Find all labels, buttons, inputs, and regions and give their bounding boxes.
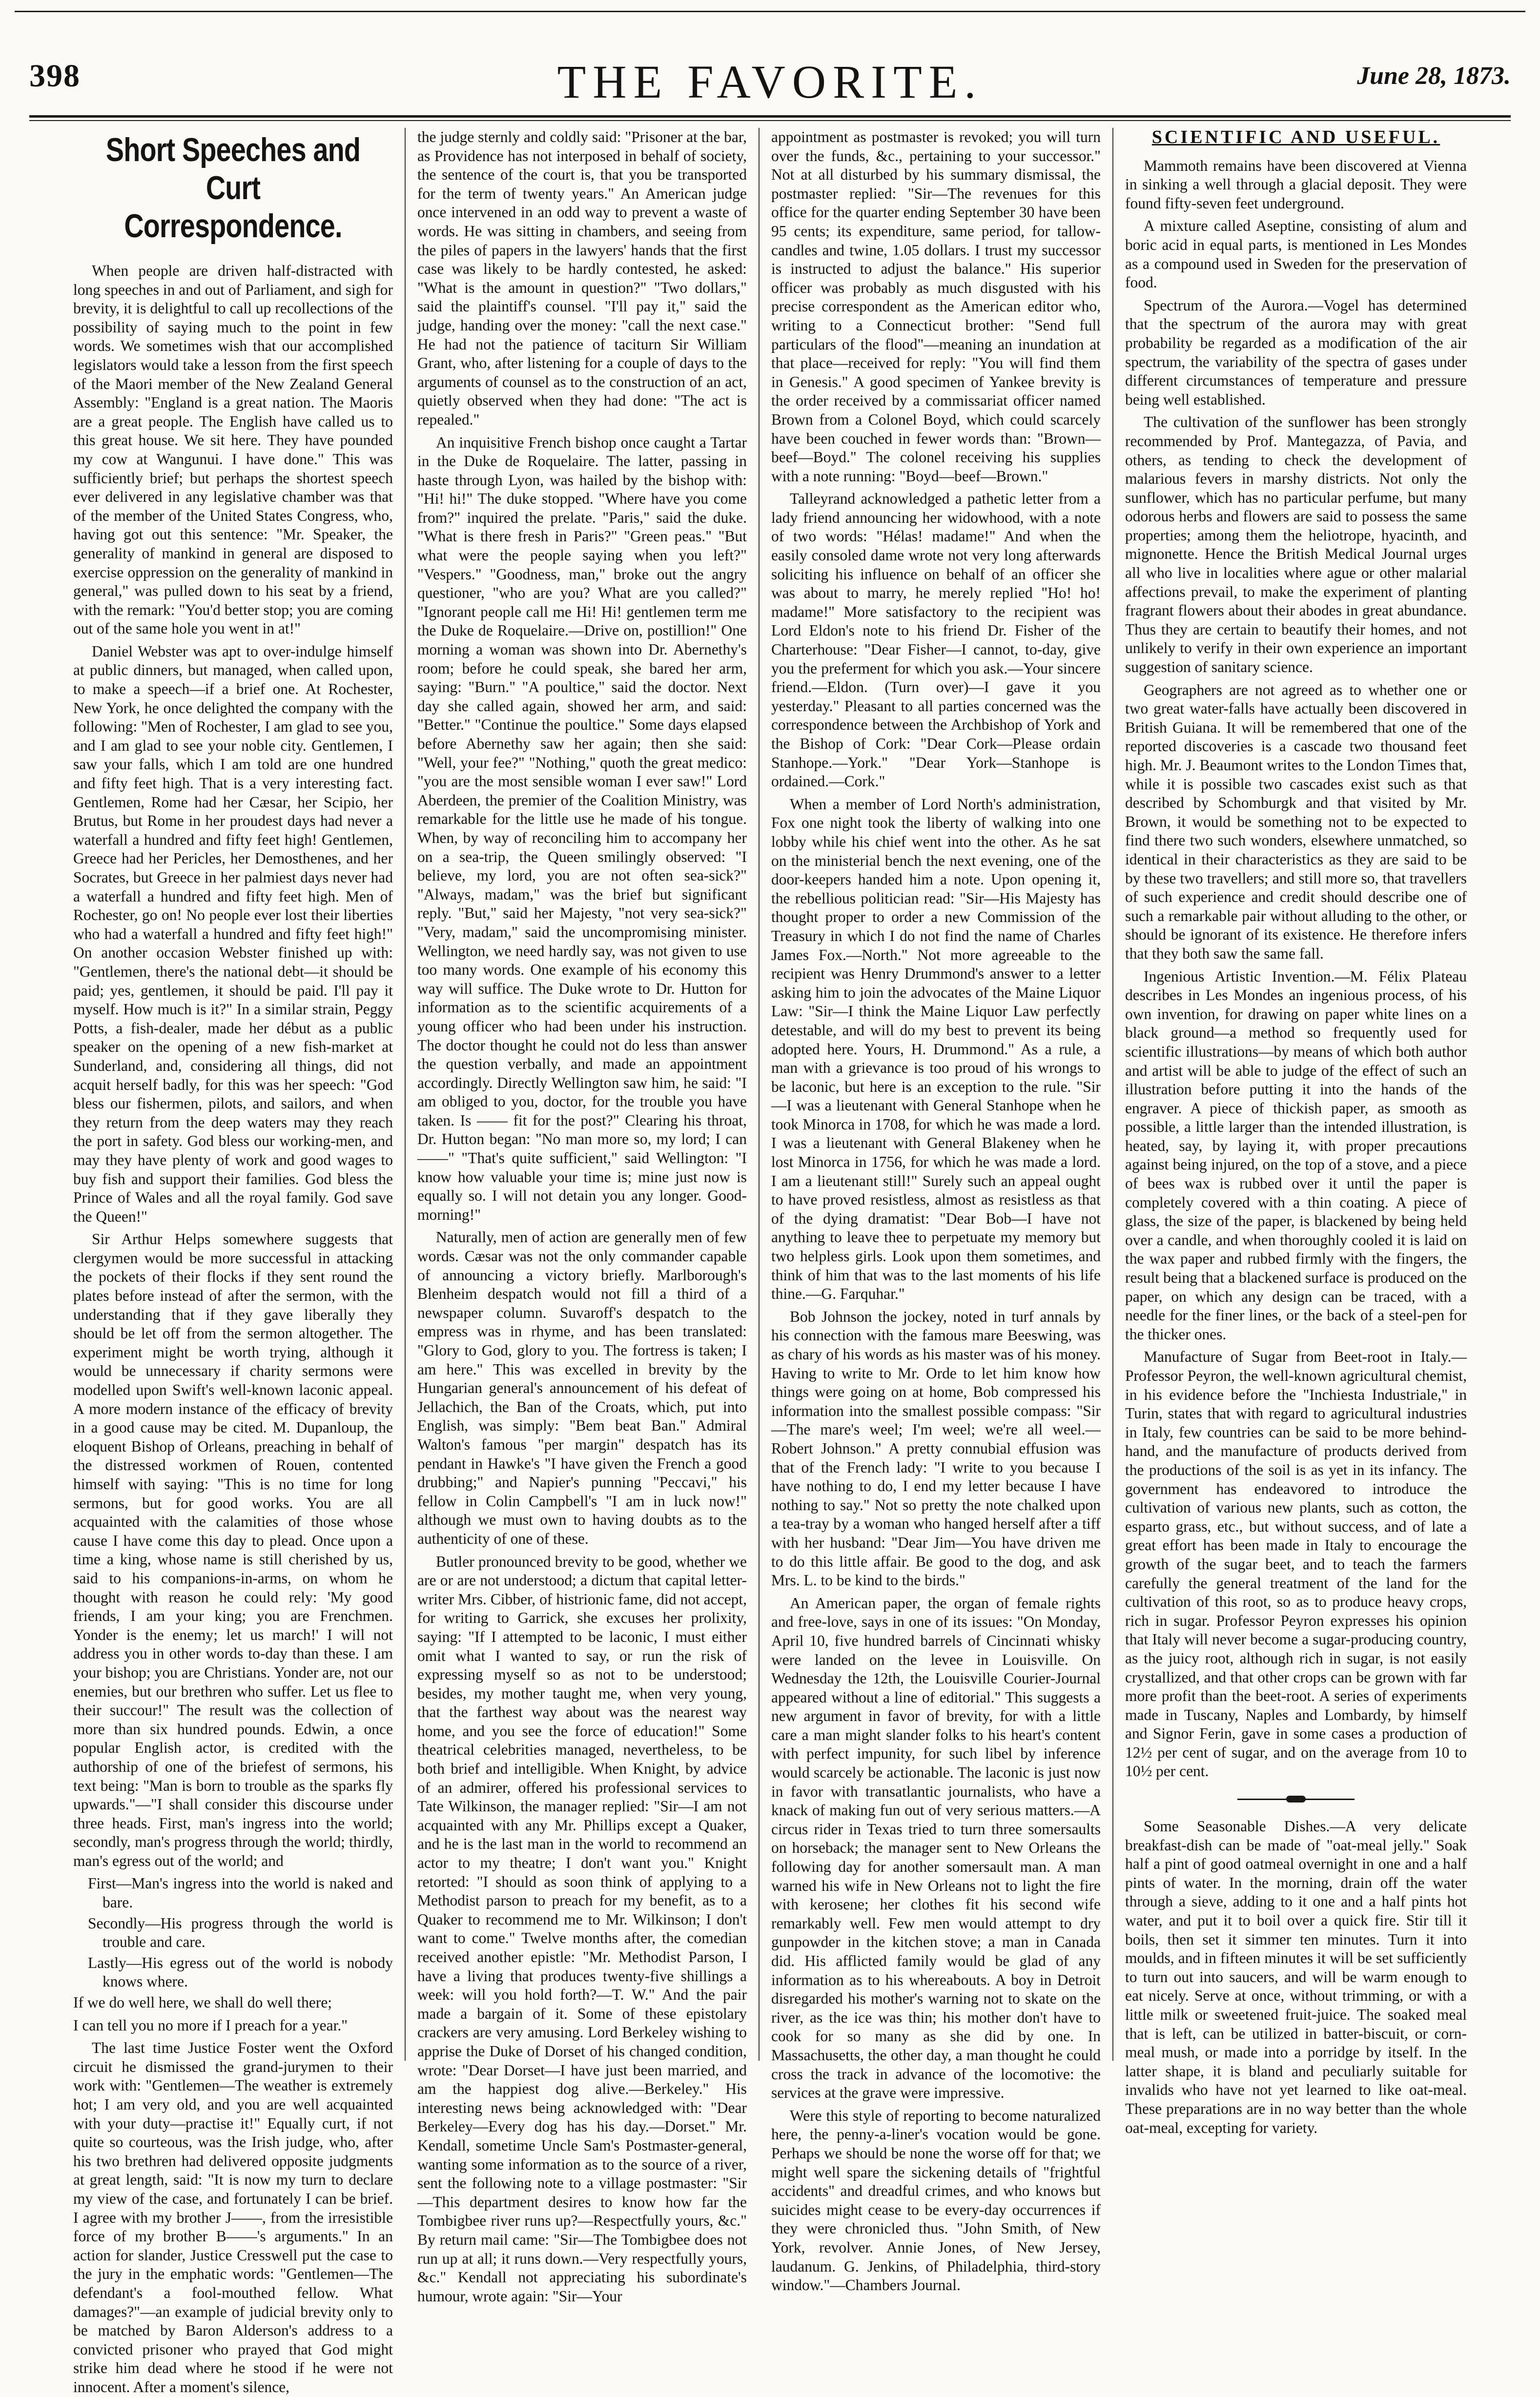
article-paragraph: the judge sternly and coldly said: "Prisoner at the bar, as Providence has not interposed in behalf of society, the sentence of the court is, that you be transported for the term of twenty years." An American judge once intervened in an odd way to prevent a waste of words. He was sitting in chambers, and seeing from the piles of papers in the lawyers' hands that the first case was likely to be hardly contested, he asked: "What is the amount in question?" "Two dollars," said the plaintiff's counsel. "I'll pay it," said the judge, handing over the money: "call the next case." He had not the patience of taciturn Sir William Grant, who, after listening for a couple of days to the arguments of counsel as to the construction of an act, quietly observed when they had done: "The act is repealed."	[417, 128, 747, 428]
article-paragraph: A mixture called Aseptine, consisting of alum and boric acid in equal parts, is mentioned in Les Mondes as a compound used in Sweden for the preservation of food.	[1125, 217, 1467, 291]
article-paragraph: Butler pronounced brevity to be good, whether we are or are not understood; a dictum that capital letter-writer Mrs. Cibber, of histrionic fame, did not accept, for writing to Garrick, she excuses her prolixity, saying: "If I attempted to be laconic, I must either omit what I wanted to say, or run the risk of expressing myself so as not to be understood; besides, my mother taught me, when very young, that the farthest way about was the nearest way home, and you see the force of education!" Some theatrical celebrities managed, nevertheless, to be both brief and intelligible. When Knight, by advice of an admirer, offered his professional services to Tate Wilkinson, the manager replied: "Sir—I am not acquainted with any Mr. Phillips except a Quaker, and he is the last man in the world to recommend an actor to my theatre; I don't want you." Knight retorted: "I should as soon think of applying to a Methodist parson to preach for my benefit, as to a Quaker to recommend me to Mr. Wilkinson; I don't want to come." Twelve months after, the comedian received another epistle: "Mr. Methodist Parson, I have a living that produces twenty-five shillings a week: will you hold forth?—T. W." And the pair made a bargain of it. Some of these epistolary crackers are very amusing. Lord Berkeley wishing to apprise the Duke of Dorset of his changed condition, wrote: "Dear Dorset—I have just been married, and am the happiest dog alive.—Berkeley." His interesting news being acknowledged with: "Dear Berkeley—Every dog has his day.—Dorset." Mr. Kendall, sometime Uncle Sam's Postmaster-general, wanting some information as to the source of a river, sent the following note to a village postmaster: "Sir—This department desires to know how far the Tombigbee river runs up?—Respectfully yours, &c." By return mail came: "Sir—The Tombigbee does not run up at all; it runs down.—Very respectfully yours, &c." Kendall not appreciating his subordinate's humour, wrote again: "Sir—Your	[417, 1553, 747, 2305]
article-paragraph: Some Seasonable Dishes.—A very delicate breakfast-dish can be made of "oat-meal jelly." Soak half a pint of good oatmeal overnight in one and a half pints of water. In the morning, drain off the water through a sieve, adding to it one and a half pints hot water, and put it to boil over a quick fire. Stir till it boils, then set it simmer ten minutes. Turn it into moulds, and in fifteen minutes it will be set sufficiently to turn out into saucers, and will be warm enough to eat nicely. Serve at once, without trimming, or with a little milk or sweetened fruit-juice. The soaked meal that is left, can be utilized in batter-biscuit, or corn-meal mush, or made into a porridge by itself. In the latter shape, it is bland and peculiarly suitable for invalids who have not yet learned to like oat-meal. These preparations are in no way better than the whole oat-meal, excepting for variety.	[1125, 1818, 1467, 2136]
article-paragraph: When a member of Lord North's administration, Fox one night took the liberty of walking into one lobby while his chief went into the other. As he sat on the ministerial bench the next evening, one of the door-keepers handed him a note. Upon opening it, the rebellious politician read: "Sir—His Majesty has thought proper to order a new Commission of the Treasury in which I do not find the name of Charles James Fox.—North." Not more agreeable to the recipient was Henry Drummond's answer to a letter asking him to join the advocates of the Maine Liquor Law: "Sir—I think the Maine Liquor Law perfectly detestable, and will do my best to prevent its being adopted here. Yours, H. Drummond." As a rule, a man with a grievance is too proud of his wrongs to be laconic, but here is an exception to the rule. "Sir—I was a lieutenant with General Stanhope when he took Minorca in 1708, for which he was made a lord. I was a lieutenant with General Blakeney when he lost Minorca in 1756, for which he was made a lord. I am a lieutenant still!" Surely such an appeal ought to have proved resistless, almost as resistless as that of the dying dramatist: "Dear Bob—I have not anything to leave thee to perpetuate my memory but two helpless girls. Look upon them sometimes, and think of him that was to the last moments of his life thine.—G. Farquhar."	[771, 795, 1101, 1303]
sermon-verse: If we do well here, we shall do well there;	[73, 1994, 332, 2011]
column-2	[417, 128, 747, 2305]
article-paragraph: Naturally, men of action are generally men of few words. Cæsar was not the only commander capable of announcing a victory briefly. Marlborough's Blenheim despatch would not fill a third of a newspaper column. Suvaroff's despatch to the empress was in rhyme, and has been translated: "Glory to God, glory to you. The fortress is taken; I am here." This was excelled in brevity by the Hungarian general's announcement of his defeat of Jellachich, the Ban of the Croats, which, put into English, was simply: "Bem beat Ban." Admiral Walton's famous "per margin" despatch has its pendant in Hawke's "I have given the French a good drubbing;" and Napier's punning "Peccavi," his fellow in Colin Campbell's "I am in luck now!" although we must own to having doubts as to the authenticity of one of these.	[417, 1229, 747, 1547]
article-paragraph: appointment as postmaster is revoked; you will turn over the funds, &c., pertaining to your successor." Not at all disturbed by his summary dismissal, the postmaster replied: "Sir—The revenues for this office for the quarter ending September 30 have been 95 cents; its expenditure, same period, for tallow-candles and twine, 1.05 dollars. I trust my successor is instructed to adjust the balance." His superior officer was probably as much disgusted with his precise correspondent as the American editor who, writing to a Connecticut brother: "Send full particulars of the flood"—meaning an inundation at that place—received for reply: "You will find them in Genesis." A good specimen of Yankee brevity is the order received by a commissariat officer named Brown from a Colonel Boyd, which could scarcely have been couched in fewer words than: "Brown—beef—Boyd." The colonel receiving his supplies with a note running: "Boyd—beef—Brown."	[771, 128, 1101, 485]
article-paragraph: Geographers are not agreed as to whether one or two great water-falls have actually been discovered in British Guiana. It will be remembered that one of the reported discoveries is a cascade two thousand feet high. Mr. J. Beaumont writes to the London Times that, while it is possible two cascades exist such as that described by Schomburgk and that visited by Mr. Brown, it would be something not to be expected to find there two such wonders, elsewhere unmatched, so identical in their characteristics as they are said to be by these two travellers; and still more so, that travellers of such experience and credit should describe one of such a remarkable pair without alluding to the other, or should be ignorant of its existence. He therefore infers that they both saw the same fall.	[1125, 681, 1467, 962]
article-paragraph: An inquisitive French bishop once caught a Tartar in the Duke de Roquelaire. The latter, passing in haste through Lyon, was hailed by the bishop with: "Hi! hi!" The duke stopped. "Where have you come from?" inquired the prelate. "Paris," said the duke. "What is there fresh in Paris?" "Green peas." "But what were the people saying when you left?" "Vespers." "Goodness, man," broke out the angry questioner, "who are you? What are you called?" "Ignorant people call me Hi! Hi! gentlemen term me the Duke de Roquelaire.—Drive on, postillion!" One morning a woman was shown into Dr. Abernethy's room; before he could speak, she bared her arm, saying: "Burn." "A poultice," said the doctor. Next day she called again, showed her arm, and said: "Better." "Continue the poultice." Some days elapsed before Abernethy saw her again; then she said: "Well, your fee?" "Nothing," quoth the great medico: "you are the most sensible woman I ever saw!" Lord Aberdeen, the premier of the Coalition Ministry, was remarkable for the little use he made of his tongue. When, by way of reconciling him to accompany her on a sea-trip, the Queen smilingly observed: "I believe, my lord, you are not often sea-sick?" "Always, madam," was the brief but significant reply. "But," said her Majesty, "not very sea-sick?" "Very, madam," said the uncompromising minister. Wellington, we need hardly say, was not given to use too many words. One example of his economy this way will suffice. The Duke wrote to Dr. Hutton for information as to the scientific acquirements of a young officer who had been under his instruction. The doctor thought he could not do less than answer the question verbally, and made an appointment accordingly. Directly Wellington saw him, he said: "I am obliged to you, doctor, for the trouble you have taken. Is —— fit for the post?" Clearing his throat, Dr. Hutton began: "No man more so, my lord; I can ——" "That's quite sufficient," said Wellington: "I know how valuable your time is; mine just now is equally so. I will not detain you any longer. Good-morning!"	[417, 433, 747, 1223]
header-rule	[29, 115, 1511, 118]
sermon-verse: Lastly—His egress out of the world is nobody knows where.	[88, 1954, 393, 1990]
article-paragraph: Bob Johnson the jockey, noted in turf annals by his connection with the famous mare Beeswing, was as chary of his words as his master was of his money. Having to write to Mr. Orde to let him know how things were going on at home, Bob compressed his information into the smallest possible compass: "Sir—The mare's weel; I'm weel; we're all weel.—Robert Johnson." A pretty connubial effusion was that of the French lady: "I write to you because I have nothing to do, I end my letter because I have nothing to say." Not so pretty the note chalked upon a tea-tray by a woman who hanged herself after a tiff with her husband: "Dear Jim—You have driven me to do this little affair. Be good to the dog, and ask Mrs. L. to be kind to the birds."	[771, 1308, 1101, 1589]
sermon-verse: Secondly—His progress through the world is trouble and care.	[88, 1914, 393, 1951]
article-paragraph: Talleyrand acknowledged a pathetic letter from a lady friend announcing her widowhood, with a note of two words: "Hélas! madame!" And when the easily consoled dame wrote not very long afterwards soliciting his influence on behalf of an officer she was about to marry, he merely replied "Ho! ho! madame!" More satisfactory to the recipient was Lord Eldon's note to his friend Dr. Fisher of the Charterhouse: "Dear Fisher—I cannot, to-day, give you the preferment for which you ask.—Your sincere friend.—Eldon. (Turn over)—I gave it you yesterday." Pleasant to all parties concerned was the correspondence between the Archbishop of York and the Bishop of Cork: "Dear Cork—Please ordain Stanhope.—York." "Dear York—Stanhope is ordained.—Cork."	[771, 490, 1101, 790]
ornamental-divider	[1237, 1794, 1355, 1804]
article-paragraph: Mammoth remains have been discovered at Vienna in sinking a well through a glacial deposit. They were found fifty-seven feet underground.	[1125, 157, 1467, 212]
column-3	[771, 128, 1101, 2294]
column-divider	[759, 128, 760, 2061]
column-4	[1125, 127, 1467, 2136]
masthead	[29, 58, 1511, 116]
column-1	[73, 128, 393, 2396]
section-title: SCIENTIFIC AND USEFUL.	[1151, 127, 1440, 147]
article-paragraph: Spectrum of the Aurora.—Vogel has determined that the spectrum of the aurora may with great probability be regarded as a modification of the air spectrum, the variability of the spectra of gases under different circumstances of temperature and pressure being well established.	[1125, 296, 1467, 408]
article-paragraph: The last time Justice Foster went the Oxford circuit he dismissed the grand-jurymen to their work with: "Gentlemen—The weather is extremely hot; I am very old, and you are well acquainted with your duty—practise it!" Equally curt, if not quite so courteous, was the Irish judge, who, after his two brethren had delivered opposite judgments at great length, said: "It is now my turn to declare my view of the case, and fortunately I can be brief. I agree with my brother J——, from the irresistible force of my brother B——'s arguments." In an action for slander, Justice Cresswell put the case to the jury in the emphatic words: "Gentlemen—The defendant's a fool-mouthed fellow. What damages?"—an example of judicial brevity only to be matched by Baron Alderson's address to a convicted prisoner who prayed that God might strike him dead where he stood if he were not innocent. After a moment's silence,	[73, 2039, 393, 2396]
article-paragraph: Ingenious Artistic Invention.—M. Félix Plateau describes in Les Mondes an ingenious process, of his own invention, for drawing on paper white lines on a black ground—a method so frequently used for scientific illustrations—by means of which both author and artist will be able to judge of the effect of such an illustration before putting it into the hands of the engraver. A piece of thickish paper, as smooth as possible, a little larger than the intended illustration, is heated, say, by laying it, with proper precautions against being injured, on the top of a stove, and a piece of bees wax is rubbed over it until the paper is completely covered with a thin coating. A piece of glass, the size of the paper, is blackened by being held over a candle, and when thoroughly cooled it is laid on the wax paper and rubbed firmly with the fingers, the result being that a blackened surface is produced on the paper, on which any design can be traced, with a needle for the finer lines, or the back of a steel-pen for the thicker ones.	[1125, 967, 1467, 1343]
article-paragraph: Sir Arthur Helps somewhere suggests that clergymen would be more successful in attacking the pockets of their flocks if they sent round the plates before instead of after the sermon, with the understanding that if they gave liberally they should be let off from the sermon altogether. The experiment might be worth trying, although it would be unnecessary if charity sermons were modelled upon Swift's well-known laconic appeal. A more modern instance of the efficacy of brevity in a good cause may be cited. M. Dupanloup, the eloquent Bishop of Orleans, preaching in behalf of the distressed workmen of Rouen, contented himself with saying: "This is no time for long sermons, but for good works. You are all acquainted with the calamities of those whose cause I have come this day to plead. Once upon a time a king, whose name is still cherished by us, said to his companions-in-arms, on whom he thought with reason he could rely: 'My good friends, I am your king; you are Frenchmen. Yonder is the enemy; let us march!' I will not address you in other words to-day than these. I am your bishop; you are Christians. Yonder are, not our enemies, but our brethren who suffer. Let us flee to their succour!" The result was the collection of more than six hundred pounds. Edwin, a once popular English actor, is credited with the authorship of one of the briefest of sermons, his text being: "Man is born to trouble as the sparks fly upwards."—"I shall consider this discourse under three heads. First, man's ingress into the world; secondly, man's progress through the world; thirdly, man's egress out of the world; and	[73, 1230, 393, 1869]
top-rule	[15, 11, 1525, 12]
article-paragraph: Daniel Webster was apt to over-indulge himself at public dinners, but managed, when called upon, to make a speech—if a brief one. At Rochester, New York, he once delighted the company with the following: "Men of Rochester, I am glad to see you, and I am glad to see your noble city. Gentlemen, I saw your falls, which I am told are one hundred and fifty feet high. That is a very interesting fact. Gentlemen, Rome had her Cæsar, her Scipio, her Brutus, but Rome in her proudest days had never a waterfall a hundred and fifty feet high! Gentlemen, Greece had her Pericles, her Demosthenes, and her Socrates, but Greece in her palmiest days never had a waterfall a hundred and fifty feet high. Men of Rochester, go on! No people ever lost their liberties who had a waterfall a hundred and fifty feet high!" On another occasion Webster finished up with: "Gentlemen, there's the national debt—it should be paid; yes, gentlemen, it should be paid. I'll pay it myself. How much is it?" In a similar strain, Peggy Potts, a fish-dealer, made her début as a public speaker on the opening of a new fish-market at Sunderland, and, considering all things, did not acquit herself badly, for this was her speech: "God bless our fishermen, pilots, and sailors, and when they return from the deep waters may they reach the port in safety. God bless our working-men, and may they have plenty of work and good wages to buy fish and support their families. God bless the Prince of Wales and all the royal family. God save the Queen!"	[73, 642, 393, 1225]
sermon-verse: I can tell you no more if I preach for a year."	[73, 2016, 348, 2034]
article-paragraph: Were this style of reporting to become naturalized here, the penny-a-liner's vocation would be gone. Perhaps we should be none the worse off for that; we might well spare the sickening details of "frightful accidents" and dreadful crimes, and who knows but suicides might cease to be every-day occurrences if they were chronicled thus. "John Smith, of New York, revolver. Annie Jones, of New Jersey, laudanum. G. Jenkins, of Philadelphia, third-story window."—Chambers Journal.	[771, 2107, 1101, 2294]
article-paragraph: The cultivation of the sunflower has been strongly recommended by Prof. Mantegazza, of Pavia, and others, as tending to check the development of malarious fevers in marshy districts. Not only the sunflower, which has no particular perfume, but many odorous herbs and flowers are said to possess the same properties; among them the heliotrope, hyacinth, and mignonette. Hence the British Medical Journal urges all who live in localities where ague or other malarial affections prevail, to make the experiment of planting fragrant flowers about their abodes in great abundance. Thus they are certain to beautify their homes, and not unlikely to verify in their own experience an important suggestion of sanitary science.	[1125, 413, 1467, 676]
article-headline: Short Speeches and Curt Correspondence.	[105, 131, 361, 245]
article-paragraph: An American paper, the organ of female rights and free-love, says in one of its issues: "On Monday, April 10, five hundred barrels of Cincinnati whisky were landed on the levee in Louisville. On Wednesday the 12th, the Louisville Courier-Journal appeared without a line of editorial." This suggests a new argument in favor of brevity, for with a little care a man might slander folks to his heart's content with perfect impunity, for such libel by inference would scarcely be actionable. The laconic is just now in favor with transatlantic journalists, who have a knack of making fun out of very serious matters.—A circus rider in Texas tried to turn three somersaults on horseback; the manager sent to New Orleans the following day for another somersault man. A man warned his wife in New Orleans not to light the fire with kerosene; her clothes fit his second wife remarkably well. Few men would attempt to dry gunpowder in the kitchen stove; a man in Canada did. His afflicted family would be glad of any information as to his whereabouts. A boy in Detroit disregarded his mother's warning not to skate on the river, as the ice was thin; his mother don't have to cook for so many as she did by one. In Massachusetts, the other day, a man thought he could cross the track in advance of the locomotive: the services at the grave were impressive.	[771, 1594, 1101, 2102]
issue-date: June 28, 1873.	[1357, 62, 1511, 90]
column-divider	[405, 128, 406, 2061]
header-rule-thin	[29, 120, 1511, 121]
sermon-verse: First—Man's ingress into the world is naked and bare.	[88, 1875, 393, 1911]
newspaper-title: THE FAVORITE.	[557, 56, 983, 108]
column-divider	[1112, 128, 1113, 2061]
article-paragraph: Manufacture of Sugar from Beet-root in Italy.—Professor Peyron, the well-known agricultural chemist, in his evidence before the "Inchiesta Industriale," in Turin, states that with regard to agricultural industries in Italy, few countries can be said to be more behind-hand, and the manufacture of products derived from the productions of the soil is as yet in its infancy. The government has endeavored to introduce the cultivation of various new plants, such as cotton, the esparto grass, etc., but without success, and of late a great effort has been made in Italy to encourage the growth of the sugar beet, and to teach the farmers carefully the general treatment of the land for the cultivation of this root, so as to produce heavy crops, rich in sugar. Professor Peyron expresses his opinion that Italy will never become a sugar-producing country, as the juicy root, although rich in sugar, is not easily crystallized, and that other crops can be grown with far more profit than the beet-root. A series of experiments made in Tuscany, Naples and Lombardy, by himself and Signor Ferin, gave in some cases a production of 12½ per cent of sugar, and on the average from 10 to 10½ per cent.	[1125, 1348, 1467, 1780]
page-number: 398	[29, 58, 81, 94]
article-paragraph: When people are driven half-distracted with long speeches in and out of Parliament, and sigh for brevity, it is delightful to call up recollections of the possibility of saying much to the point in few words. We sometimes wish that our accomplished legislators would take a lesson from the first speech of the Maori member of the New Zealand General Assembly: "England is a great nation. The Maoris are a great people. The English have called us to this great house. We sit here. They have pounded my cow at Wangunui. I have done." This was sufficiently brief; but perhaps the shortest speech ever delivered in any legislative chamber was that of the member of the United States Congress, who, having got out this sentence: "Mr. Speaker, the generality of mankind in general are disposed to exercise oppression on the generality of mankind in general," was pulled down to his seat by a friend, with the remark: "You'd better stop; you are coming out of the same hole you went in at!"	[73, 262, 393, 637]
